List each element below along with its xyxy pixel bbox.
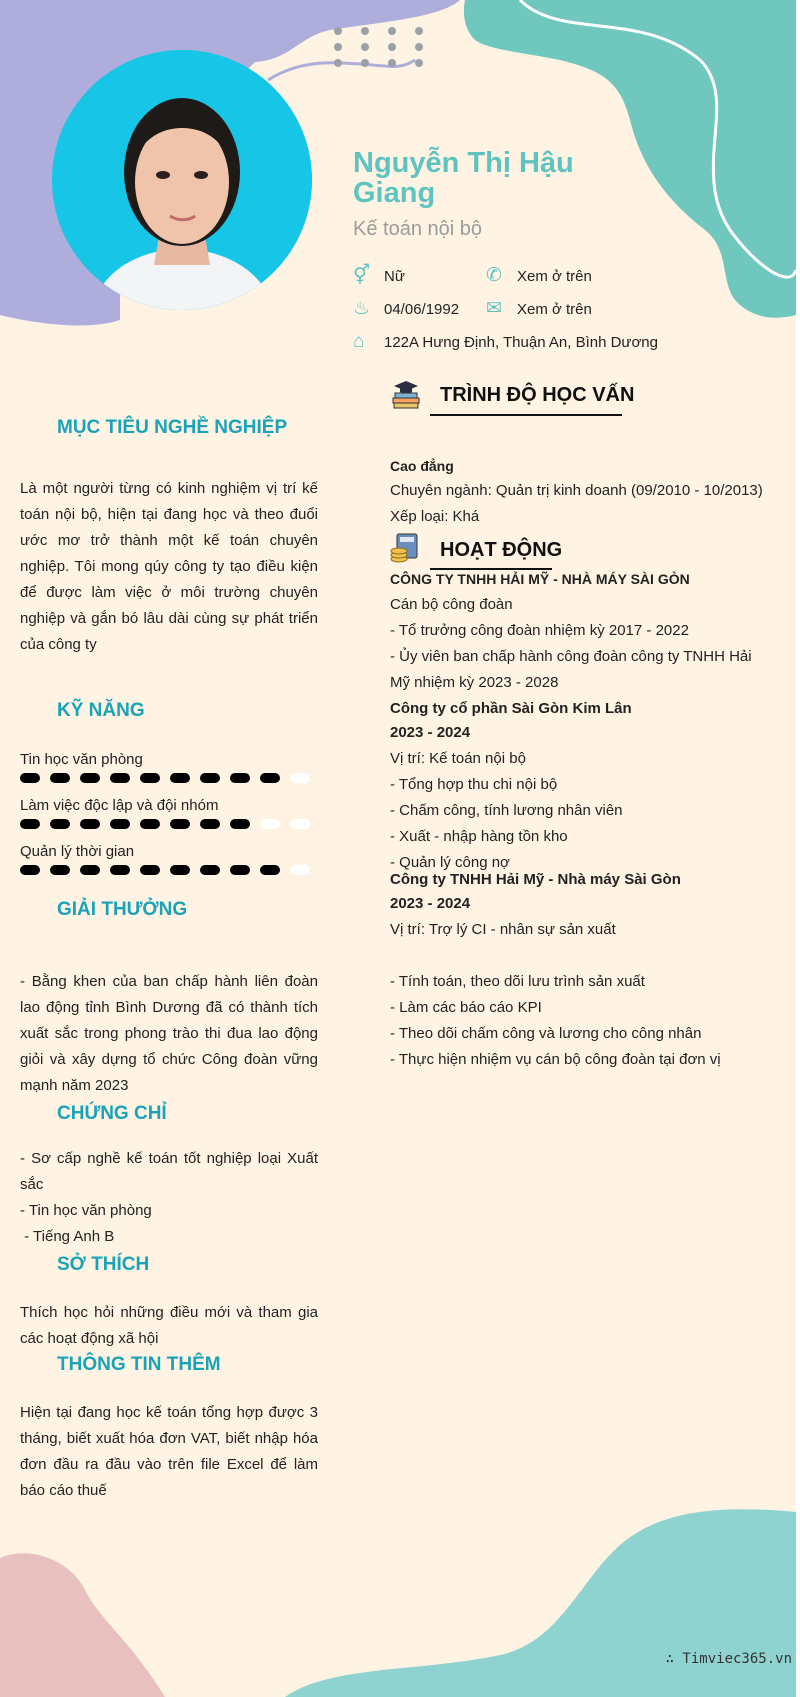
extra-info-text: Hiện tại đang học kế toán tổng hợp được 3 tháng, biết xuất hóa đơn VAT, biết nhập hóa đơn đầu ra đầu vào trên file Excel để làm báo cáo thuế	[20, 1404, 318, 1499]
objective-text: Là một người từng có kinh nghiệm vị trí kế toán nội bộ, hiện tại đang học và theo đuổi ước mơ trở thành một kế toán chuyên nghiệp. Tôi mong qúy công ty tạo điều kiện để được làm việc ở môi trường chuyên nghiệp và gắn bó lâu dài cùng sự phát triển của công ty	[20, 480, 318, 653]
skill-level-dash	[230, 865, 250, 875]
candidate-name: Nguyễn Thị Hậu Giang	[353, 147, 574, 209]
activities-heading: HOẠT ĐỘNG	[440, 539, 563, 561]
certificate-item: - Sơ cấp nghề kế toán tốt nghiệp loại Xuất sắc	[20, 1150, 318, 1193]
skill-level-dash	[20, 773, 40, 783]
skill-level-dash	[140, 773, 160, 783]
skill-level-dash	[50, 773, 70, 783]
certificate-item: - Tin học văn phòng	[20, 1202, 152, 1219]
skill-label: Tin học văn phòng	[20, 751, 143, 768]
skill-level-dash	[230, 819, 250, 829]
skill-level-dash	[260, 865, 280, 875]
skill-level-dash	[170, 773, 190, 783]
address-value: 122A Hưng Định, Thuận An, Bình Dương	[384, 334, 658, 351]
skill-label: Làm việc độc lập và đội nhóm	[20, 797, 219, 814]
education-level: Cao đẳng	[390, 458, 454, 474]
skill-level-dash	[290, 773, 310, 783]
skill-bar	[20, 772, 320, 784]
objective-heading: MỤC TIÊU NGHỀ NGHIỆP	[57, 417, 288, 438]
gender-icon: ⚥	[353, 265, 371, 286]
job-company: Công ty TNHH Hải Mỹ - Nhà máy Sài Gòn	[390, 871, 681, 888]
certificates-heading: CHỨNG CHỈ	[57, 1103, 167, 1124]
job-task: - Tổng hợp thu chi nội bộ	[390, 776, 558, 793]
gender-value: Nữ	[384, 268, 405, 285]
education-grade: Xếp loại: Khá	[390, 508, 480, 525]
job-position: Vị trí: Kế toán nội bộ	[390, 750, 526, 767]
skill-level-dash	[110, 819, 130, 829]
job-company: Công ty cổ phần Sài Gòn Kim Lân	[390, 700, 632, 717]
skill-level-dash	[50, 865, 70, 875]
skill-level-dash	[50, 819, 70, 829]
skill-level-dash	[290, 819, 310, 829]
education-heading-underline	[430, 414, 622, 416]
skill-level-dash	[80, 773, 100, 783]
skill-level-dash	[20, 819, 40, 829]
awards-heading: GIẢI THƯỞNG	[57, 899, 188, 920]
hobbies-text: Thích học hỏi những điều mới và tham gia các hoạt động xã hội	[20, 1304, 318, 1347]
calculator-coins-icon	[389, 532, 421, 564]
extra-info-heading: THÔNG TIN THÊM	[57, 1354, 221, 1375]
skill-level-dash	[170, 865, 190, 875]
education-major: Chuyên ngành: Quản trị kinh doanh (09/2010 - 10/2013)	[390, 482, 763, 499]
job-task: - Thực hiện nhiệm vụ cán bộ công đoàn tại đơn vị	[390, 1051, 721, 1068]
profile-photo	[52, 50, 312, 310]
job-period: 2023 - 2024	[390, 895, 471, 912]
hobbies-heading: SỞ THÍCH	[57, 1254, 150, 1275]
skill-level-dash	[80, 819, 100, 829]
job-task: - Quản lý công nợ	[390, 854, 510, 871]
job-period: 2023 - 2024	[390, 724, 471, 741]
activity-role: Cán bộ công đoàn	[390, 596, 513, 613]
birthday-cake-icon: ♨	[353, 298, 371, 319]
skill-level-dash	[170, 819, 190, 829]
skills-heading: KỸ NĂNG	[57, 700, 145, 721]
job-task: - Theo dõi chấm công và lương cho công nhân	[390, 1025, 702, 1042]
phone-value: Xem ở trên	[517, 268, 592, 285]
skill-level-dash	[290, 865, 310, 875]
graduation-books-icon	[390, 378, 422, 410]
activities-heading-underline	[430, 568, 552, 570]
skill-level-dash	[200, 819, 220, 829]
skill-bar	[20, 818, 320, 830]
activity-organization: CÔNG TY TNHH HẢI MỸ - NHÀ MÁY SÀI GÒN	[390, 571, 690, 587]
awards-text: - Bằng khen của ban chấp hành liên đoàn lao động tỉnh Bình Dương đã có thành tích xuất sắc trong phong trào thi đua lao động giỏi và xây dựng tổ chức Công đoàn vững mạnh năm 2023	[20, 973, 318, 1094]
skill-level-dash	[200, 865, 220, 875]
skill-level-dash	[80, 865, 100, 875]
job-task: - Xuất - nhập hàng tồn kho	[390, 828, 568, 845]
dot-grid-ornament	[334, 27, 423, 67]
activity-item: - Tổ trưởng công đoàn nhiệm kỳ 2017 - 2022	[390, 622, 689, 639]
education-heading: TRÌNH ĐỘ HỌC VẤN	[440, 384, 635, 406]
envelope-icon: ✉	[486, 298, 502, 319]
skill-level-dash	[140, 819, 160, 829]
phone-icon: ✆	[486, 265, 502, 286]
skill-label: Quản lý thời gian	[20, 843, 135, 860]
skill-level-dash	[20, 865, 40, 875]
skill-level-dash	[110, 865, 130, 875]
skill-level-dash	[260, 819, 280, 829]
job-task: - Chấm công, tính lương nhân viên	[390, 802, 623, 819]
certificate-item: - Tiếng Anh B	[20, 1228, 115, 1245]
activity-item: - Ủy viên ban chấp hành công đoàn công ty TNHH Hải	[390, 648, 752, 665]
home-icon: ⌂	[353, 331, 365, 352]
skill-level-dash	[200, 773, 220, 783]
email-value: Xem ở trên	[517, 301, 592, 318]
watermark: ∴ Timviec365.vn	[665, 1651, 792, 1667]
dob-value: 04/06/1992	[384, 301, 460, 318]
activity-item: Mỹ nhiệm kỳ 2023 - 2028	[390, 674, 559, 691]
job-task: - Tính toán, theo dõi lưu trình sản xuất	[390, 973, 645, 990]
job-task: - Làm các báo cáo KPI	[390, 999, 542, 1016]
candidate-job-title: Kế toán nội bộ	[353, 218, 482, 240]
skill-level-dash	[230, 773, 250, 783]
job-position: Vị trí: Trợ lý CI - nhân sự sản xuất	[390, 921, 616, 938]
skill-level-dash	[110, 773, 130, 783]
skill-level-dash	[260, 773, 280, 783]
skill-bar	[20, 864, 320, 876]
skill-level-dash	[140, 865, 160, 875]
